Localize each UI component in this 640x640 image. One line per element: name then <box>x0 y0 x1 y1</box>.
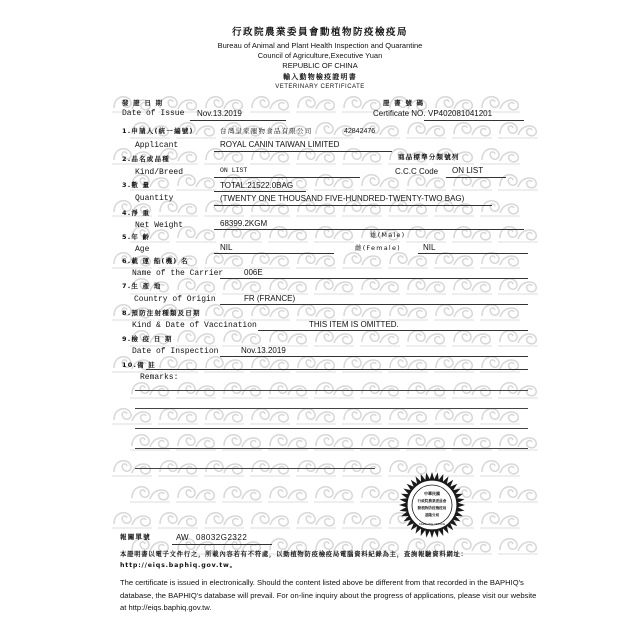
watermark-swirl <box>158 201 198 216</box>
carrier-label: Name of the Carrier <box>132 269 224 278</box>
certificate-no-underline <box>424 120 524 121</box>
watermark-swirl <box>268 331 308 346</box>
watermark-swirl <box>388 305 428 320</box>
watermark-swirl <box>250 253 290 268</box>
watermark-swirl <box>452 279 492 294</box>
watermark-swirl <box>406 175 446 190</box>
ccc-value: ON LIST <box>452 166 484 175</box>
watermark-swirl <box>480 513 520 528</box>
watermark-swirl <box>342 305 382 320</box>
carrier-underline <box>220 278 528 279</box>
applicant-zh-name: 台灣皇家寵物食品有限公司 <box>220 127 313 135</box>
kind-underline <box>214 177 360 178</box>
origin-value: FR (FRANCE) <box>244 294 296 303</box>
carrier-zh-label: 6.載 運 船(機) 名 <box>122 257 189 265</box>
remarks-line-5 <box>135 448 528 449</box>
issue-date-zh-label: 發 證 日 期 <box>122 99 164 107</box>
age-label: Age <box>135 245 150 254</box>
quantity-total: TOTAL:21522.0BAG <box>220 181 294 190</box>
certificate-no-zh-label: 證 書 號 碼 <box>383 99 425 107</box>
ccc-underline <box>446 177 506 178</box>
seal-line-2: 行政院農業委員會 <box>417 499 447 503</box>
header-bureau: Bureau of Animal and Plant Health Inspection and Quarantine <box>217 41 423 50</box>
watermark-swirl <box>222 331 262 346</box>
header-zh-certificate: 輸入動物檢疫證明書 <box>283 73 357 81</box>
certificate-no-label: Certificate NO. <box>373 109 426 118</box>
weight-label: Net Weight <box>135 221 184 230</box>
remarks-zh-label: 10.備 註 <box>122 361 156 369</box>
sex-value: NIL <box>423 243 436 252</box>
inspection-value: Nov.13.2019 <box>241 346 286 355</box>
watermark-swirl <box>360 175 400 190</box>
watermark-swirl <box>498 487 538 502</box>
watermark-swirl <box>204 409 244 424</box>
origin-underline <box>220 304 528 305</box>
watermark-swirl <box>434 201 474 216</box>
male-label: 雄(Male) <box>370 231 406 239</box>
kind-label: Kind/Breed <box>135 168 184 177</box>
origin-label: Country of Origin <box>134 295 216 304</box>
header-council: Council of Agriculture,Executive Yuan <box>257 51 383 60</box>
quantity-total-underline <box>214 191 306 192</box>
watermark-swirl <box>296 305 336 320</box>
applicant-underline <box>214 151 392 152</box>
declaration-prefix: AW <box>176 533 189 542</box>
watermark-swirl <box>434 409 474 424</box>
watermark-swirl <box>434 253 474 268</box>
watermark-swirl <box>360 331 400 346</box>
watermark-swirl <box>452 331 492 346</box>
certificate-no-value: VP402081041201 <box>428 109 493 118</box>
watermark-swirl <box>296 253 336 268</box>
watermark-swirl <box>204 305 244 320</box>
remarks-label: Remarks: <box>140 373 179 382</box>
header-country: REPUBLIC OF CHINA <box>282 61 358 70</box>
watermark-swirl <box>314 487 354 502</box>
kind-value: ON LIST <box>220 167 248 174</box>
watermark-swirl <box>250 97 290 112</box>
watermark-swirl <box>498 123 538 138</box>
watermark-swirl <box>480 461 520 476</box>
watermark-swirl <box>204 201 244 216</box>
watermark-swirl <box>204 513 244 528</box>
official-seal-stamp <box>382 470 482 540</box>
watermark-swirl <box>268 279 308 294</box>
vaccination-value: THIS ITEM IS OMITTED. <box>309 320 399 329</box>
issue-date-value: Nov.13.2019 <box>197 109 242 118</box>
watermark-swirl <box>176 487 216 502</box>
issue-date-label: Date of Issue <box>122 109 185 118</box>
header-zh-title: 行政院農業委員會動植物防疫檢疫局 <box>231 27 408 38</box>
seal-line-4: 基隆分局 <box>424 513 440 517</box>
quantity-label: Quantity <box>135 194 174 203</box>
declaration-underline <box>172 544 272 545</box>
watermark-swirl <box>130 487 170 502</box>
applicant-zh-label: 1.申請人(統一編號) <box>122 127 194 135</box>
watermark-swirl <box>250 201 290 216</box>
watermark-swirl <box>222 279 262 294</box>
watermark-swirl <box>342 513 382 528</box>
issue-date-underline <box>190 120 286 121</box>
weight-zh-label: 4.淨 重 <box>122 209 151 217</box>
remarks-line-4 <box>135 428 528 429</box>
header-certificate-title: VETERINARY CERTIFICATE <box>275 84 365 90</box>
inspection-underline <box>220 356 528 357</box>
quantity-zh-label: 3.數 量 <box>122 181 151 189</box>
female-label: 雌(Female) <box>355 244 401 252</box>
watermark-swirl <box>296 97 336 112</box>
sex-underline <box>418 253 528 254</box>
watermark-swirl <box>296 513 336 528</box>
remarks-line-3 <box>135 408 528 409</box>
vaccination-label: Kind & Date of Vaccination <box>132 321 257 330</box>
inspection-zh-label: 9.檢 疫 日 期 <box>122 335 173 343</box>
watermark-swirl <box>268 487 308 502</box>
watermark-swirl <box>388 201 428 216</box>
watermark-swirl <box>480 149 520 164</box>
watermark-swirl <box>250 305 290 320</box>
watermark-swirl <box>158 513 198 528</box>
watermark-swirl <box>452 123 492 138</box>
watermark-swirl <box>406 331 446 346</box>
watermark-swirl <box>480 409 520 424</box>
watermark-swirl <box>314 279 354 294</box>
applicant-label: Applicant <box>135 141 179 150</box>
watermark-swirl <box>250 409 290 424</box>
watermark-swirl <box>112 513 152 528</box>
footer-en-notice: The certificate is issued in electronically. Should the content listed above be different from that recorded in the BAPHIQ's database, the BAPHIQ's database will prevail. For on-line inquiry about the progress of applications, please visit our website at http://eiqs.baphiq.gov.tw. <box>120 578 537 612</box>
watermark-swirl <box>388 253 428 268</box>
weight-value: 68399.2KGM <box>220 219 268 228</box>
watermark-swirl <box>176 279 216 294</box>
watermark-swirl <box>498 331 538 346</box>
ccc-label: C.C.C Code <box>395 167 439 176</box>
watermark-swirl <box>480 253 520 268</box>
remarks-line-2 <box>135 390 528 391</box>
inspection-label: Date of Inspection <box>132 347 219 356</box>
kind-zh-label: 2.品名或品種 <box>122 155 170 163</box>
watermark-swirl <box>314 331 354 346</box>
watermark-swirl <box>434 305 474 320</box>
vaccination-zh-label: 8.預防注射種類及日期 <box>122 309 201 317</box>
watermark-swirl <box>480 305 520 320</box>
watermark-swirl <box>176 175 216 190</box>
watermark-swirl <box>342 201 382 216</box>
declaration-number: 08032G2322 <box>196 533 248 542</box>
watermark-swirl <box>112 409 152 424</box>
watermark-swirl <box>342 253 382 268</box>
age-underline <box>214 253 334 254</box>
seal-line-3: 動植物防疫檢疫局 <box>417 506 447 510</box>
watermark-swirl <box>360 279 400 294</box>
footer-zh-notice: 本證明書以電子文件行之，所載內容若有不符處，以動植物防疫檢疫局電腦資料紀錄為主，查詢報驗資料網址：http://eiqs.baphiq.gov.tw。 <box>120 551 468 569</box>
remarks-line-1 <box>146 369 528 370</box>
watermark-swirl <box>176 331 216 346</box>
watermark-swirl <box>296 201 336 216</box>
watermark-swirl <box>296 409 336 424</box>
applicant-id: 42842476 <box>344 128 376 135</box>
applicant-value: ROYAL CANIN TAIWAN LIMITED <box>220 140 340 149</box>
watermark-swirl <box>158 409 198 424</box>
watermark-swirl <box>406 279 446 294</box>
watermark-swirl <box>222 487 262 502</box>
weight-underline <box>214 229 524 230</box>
watermark-swirl <box>342 409 382 424</box>
origin-zh-label: 7.生 產 地 <box>122 282 162 290</box>
watermark-swirl <box>498 279 538 294</box>
quantity-words: (TWENTY ONE THOUSAND FIVE-HUNDRED-TWENTY-TWO BAG) <box>220 194 465 203</box>
age-value: NIL <box>220 243 233 252</box>
watermark-swirl <box>250 513 290 528</box>
quantity-words-underline <box>214 205 492 206</box>
ccc-zh-label: 商品標準分類號列 <box>398 153 460 161</box>
remarks-line-6 <box>135 468 375 469</box>
seal-arc-text: KEELUNG OFFICE <box>418 522 446 526</box>
age-zh-label: 5.年 齡 <box>122 233 151 241</box>
watermark-swirl <box>406 123 446 138</box>
watermark-swirl <box>204 253 244 268</box>
declaration-zh-label: 報關單號 <box>120 533 151 541</box>
vaccination-underline <box>258 330 528 331</box>
seal-line-1: 中華民國 <box>424 491 440 496</box>
carrier-value: 006E <box>244 268 263 277</box>
watermark-swirl <box>388 409 428 424</box>
watermark-swirl <box>480 201 520 216</box>
